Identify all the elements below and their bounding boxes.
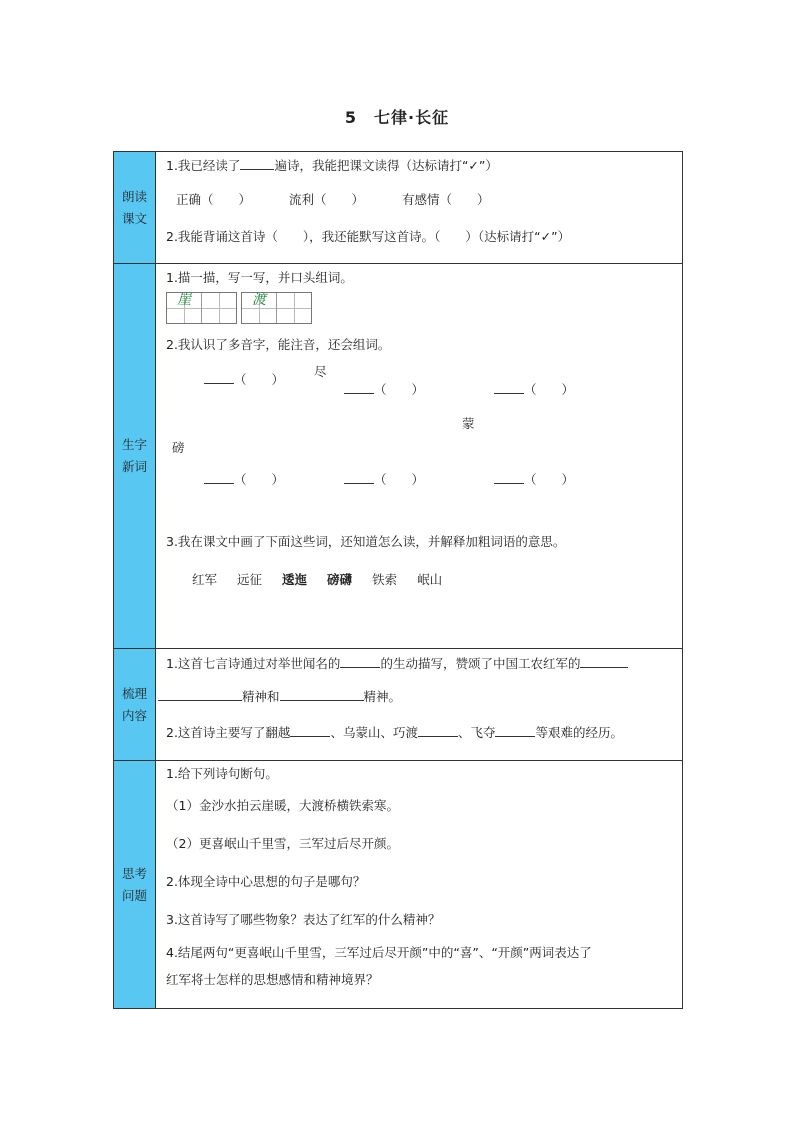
- reading-line-3: 2.我能背诵这首诗（ ），我还能默写这首诗。（ ）（达标请打“✓”）: [166, 229, 571, 244]
- trace-char: 崖: [177, 292, 191, 308]
- poly-jin-2: （ ）: [344, 380, 424, 398]
- vocab-list: [156, 562, 682, 598]
- tian-cell[interactable]: [167, 293, 202, 323]
- chars-q1: 1.描一描，写一写，并口头组词。: [166, 270, 353, 285]
- content-reading: [156, 152, 683, 264]
- option-fluent[interactable]: 流利（ ）: [288, 192, 364, 207]
- content-line-2: 精神和 精神。: [156, 679, 682, 715]
- vocab-word-bold: 逶迤: [282, 572, 308, 587]
- poly-bang-2: （ ）: [344, 470, 424, 488]
- vocab-word: 岷山: [417, 572, 443, 587]
- page-title: 5 七律·长征: [344, 108, 450, 127]
- think-q1: 1.给下列诗句断句。: [166, 766, 278, 781]
- poly-char-jin: 尽: [314, 364, 327, 379]
- tian-cell[interactable]: [277, 293, 311, 323]
- blank-river[interactable]: [418, 725, 458, 737]
- blank-mountain[interactable]: [290, 725, 330, 737]
- label-reading: 朗读 课文: [114, 152, 156, 264]
- polyphone-section: [156, 364, 682, 514]
- content-summary: [156, 649, 683, 761]
- tian-cell[interactable]: [242, 293, 277, 323]
- chars-q3: 3.我在课文中画了下面这些词，还知道怎么读，并解释加粗词语的意思。: [166, 534, 566, 549]
- section-reading: [114, 152, 683, 264]
- label-thinking: 思考 问题: [114, 761, 156, 1009]
- poly-bang-1: （ ）: [204, 470, 284, 488]
- section-characters: [114, 264, 683, 649]
- tian-grid-group-2: [241, 292, 312, 324]
- poly-meng-2: （ ）: [494, 470, 574, 488]
- tian-grid-group-1: [166, 292, 237, 324]
- think-q2: 2.体现全诗中心思想的句子是哪句？: [166, 874, 366, 889]
- vocab-word-bold: 磅礴: [327, 572, 353, 587]
- reading-line-1: 1.我已经读了 遍诗，我能把课文读得（达标请打“✓”）: [166, 158, 498, 173]
- writing-grid: [156, 292, 682, 324]
- section-thinking: [114, 761, 683, 1009]
- chars-q2: 2.我认识了多音字，能注音，还会组词。: [166, 337, 391, 352]
- content-line-1: 1.这首七言诗通过对举世闻名的 的生动描写，赞颂了中国工农红军的: [156, 649, 682, 679]
- blank-event[interactable]: [340, 656, 380, 668]
- vocab-word: 红军: [192, 572, 218, 587]
- content-characters: [156, 264, 683, 649]
- content-thinking: [156, 761, 683, 1009]
- label-content: 梳理 内容: [114, 649, 156, 761]
- blank-spirit-1b[interactable]: [158, 689, 242, 701]
- trace-char: 渡: [252, 292, 266, 308]
- poly-char-bang: 磅: [172, 440, 185, 455]
- think-q3: 3.这首诗写了哪些物象？表达了红军的什么精神？: [166, 912, 441, 927]
- blank-spirit-1a[interactable]: [580, 656, 628, 668]
- option-expressive[interactable]: 有感情（ ）: [401, 192, 490, 207]
- poly-jin-1: （ ）: [204, 370, 284, 388]
- think-q1a: （1）金沙水拍云崖暖，大渡桥横铁索寒。: [166, 798, 399, 813]
- poly-meng-1: （ ）: [494, 380, 574, 398]
- vocab-word: 铁索: [372, 572, 398, 587]
- option-correct[interactable]: 正确（ ）: [176, 192, 252, 207]
- reading-options: [156, 180, 682, 220]
- think-q4-line1: 4.结尾两句“更喜岷山千里雪，三军过后尽开颜”中的“喜”、“开颜”两词表达了: [166, 945, 592, 960]
- content-line-3: 2.这首诗主要写了翻越 、乌蒙山、巧渡 、飞夺 等艰难的经历。: [166, 725, 623, 740]
- poly-char-meng: 蒙: [462, 416, 475, 431]
- tian-cell[interactable]: [202, 293, 236, 323]
- worksheet-table: [113, 151, 683, 1009]
- label-characters: 生字 新词: [114, 264, 156, 649]
- think-q4-line2: 红军将士怎样的思想感情和精神境界？: [166, 972, 379, 987]
- blank-spirit-2[interactable]: [280, 689, 364, 701]
- blank-bridge[interactable]: [495, 725, 535, 737]
- blank-read-count[interactable]: [240, 158, 274, 170]
- check-mark-icon: ✓: [468, 158, 479, 173]
- section-content: [114, 649, 683, 761]
- think-q1b: （2）更喜岷山千里雪，三军过后尽开颜。: [166, 836, 399, 851]
- vocab-word: 远征: [237, 572, 263, 587]
